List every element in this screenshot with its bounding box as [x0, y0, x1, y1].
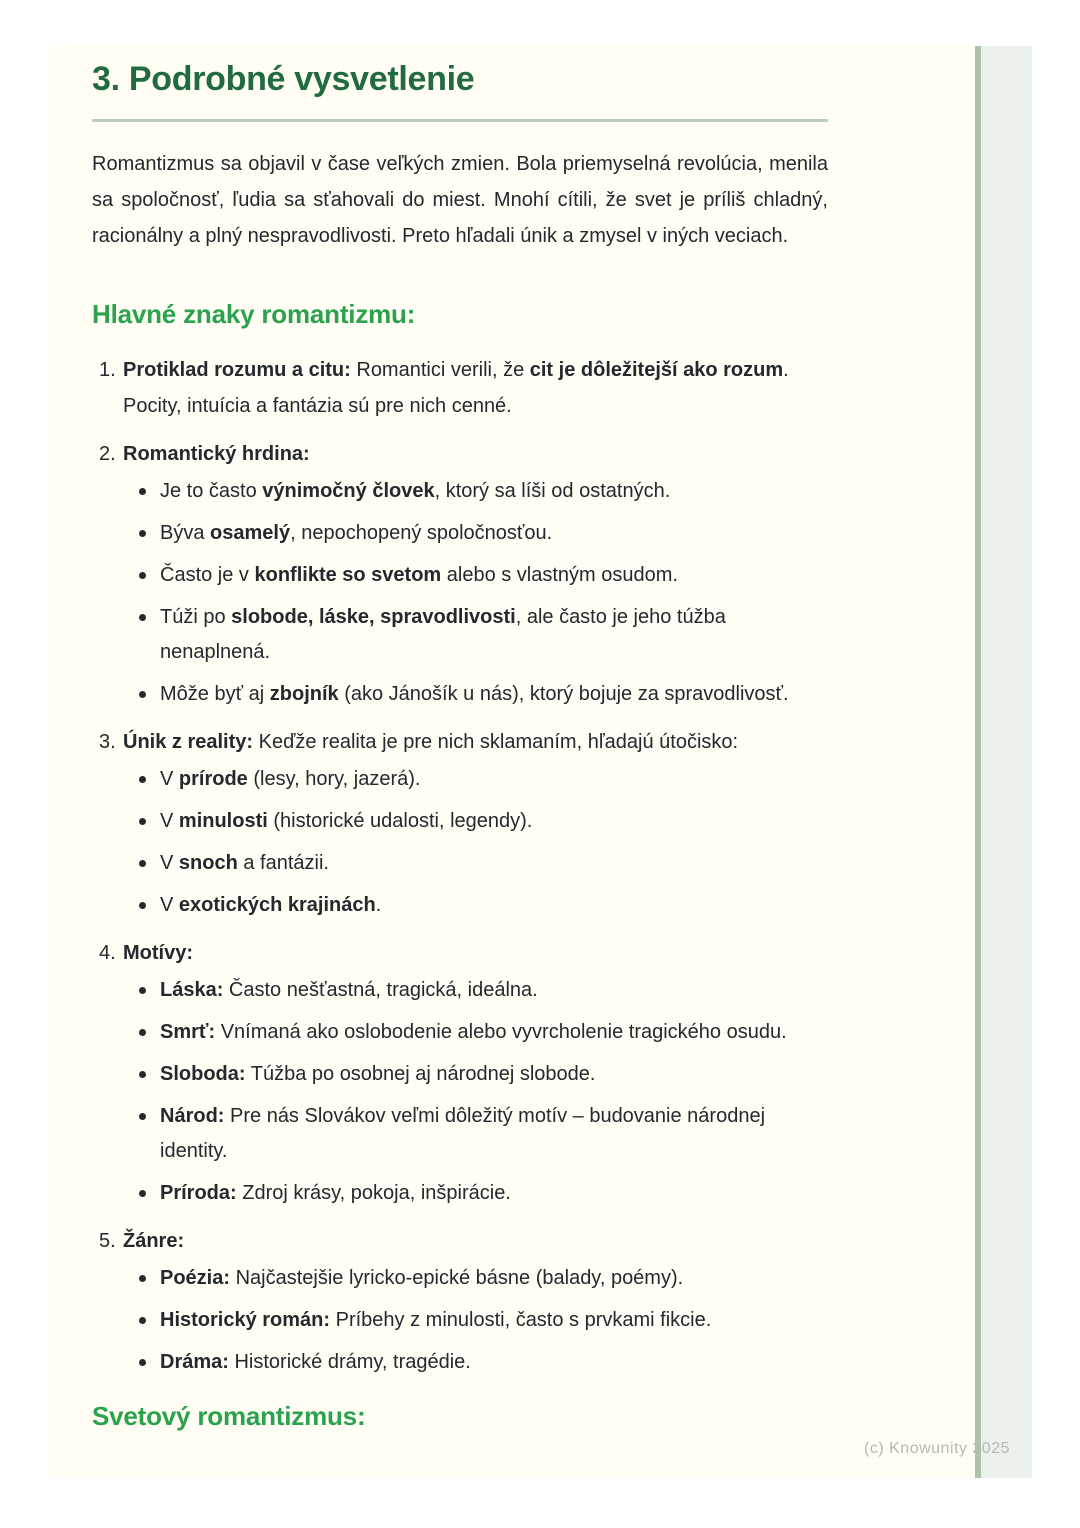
- bullet-text: Túži po slobode, láske, spravodlivosti, ale často je jeho túžba nenaplnená.: [160, 606, 726, 663]
- bullet-dot: [139, 572, 146, 579]
- bullet-text: V snoch a fantázii.: [160, 852, 329, 874]
- bullet-item: [92, 804, 828, 839]
- bullet-dot: [139, 1190, 146, 1197]
- bullet-dot: [139, 860, 146, 867]
- bullet-item: [92, 516, 828, 551]
- bullet-text: Býva osamelý, nepochopený spoločnosťou.: [160, 522, 553, 544]
- bullet-text: Sloboda: Túžba po osobnej aj národnej slobode.: [160, 1063, 596, 1085]
- bullet-list: [92, 474, 828, 712]
- bullet-item: [92, 1099, 828, 1169]
- bullet-dot: [139, 987, 146, 994]
- bullet-text: Príroda: Zdroj krásy, pokoja, inšpirácie.: [160, 1182, 511, 1204]
- bullet-text: V minulosti (historické udalosti, legendy).: [160, 810, 533, 832]
- bullet-item: [92, 846, 828, 881]
- bullet-text: Láska: Často nešťastná, tragická, ideálna.: [160, 979, 538, 1001]
- bullet-list: [92, 1261, 828, 1380]
- bullet-item: [92, 1303, 828, 1338]
- list-item-text: Protiklad rozumu a citu: Romantici verili, že cit je dôležitejší ako rozum. Pocity, intuícia a fantázia sú pre nich cenné.: [123, 359, 789, 417]
- bullet-text: V prírode (lesy, hory, jazerá).: [160, 768, 421, 790]
- bottom-section-heading: Svetový romantizmus:: [92, 1401, 366, 1431]
- list-item-text: Žánre:: [123, 1230, 185, 1252]
- list-item: [92, 352, 828, 424]
- bullet-item: [92, 558, 828, 593]
- list-item-text: Únik z reality: Keďže realita je pre nich sklamaním, hľadajú útočisko:: [123, 731, 739, 753]
- bullet-item: [92, 677, 828, 712]
- list-item: [92, 935, 828, 1211]
- bullet-item: [92, 888, 828, 923]
- document-page: [50, 46, 1032, 1478]
- bullet-item: [92, 600, 828, 670]
- bullet-item: [92, 762, 828, 797]
- bullet-dot: [139, 1359, 146, 1366]
- list-number: 2.: [99, 443, 116, 465]
- list-item-text: Romantický hrdina:: [123, 443, 310, 465]
- bullet-text: Národ: Pre nás Slovákov veľmi dôležitý motív – budovanie národnej identity.: [160, 1105, 766, 1162]
- bullet-list: [92, 973, 828, 1211]
- page-content: [92, 56, 828, 1434]
- bullet-dot: [139, 691, 146, 698]
- page-title: 3. Podrobné vysvetlenie: [92, 60, 475, 98]
- bullet-text: Môže byť aj zbojník (ako Jánošík u nás), ktorý bojuje za spravodlivosť.: [160, 683, 789, 705]
- list-item: [92, 724, 828, 923]
- bullet-dot: [139, 614, 146, 621]
- ordered-list: [92, 352, 828, 1380]
- bullet-item: [92, 1176, 828, 1211]
- bullet-dot: [139, 530, 146, 537]
- list-number: 1.: [99, 359, 116, 381]
- list-item: [92, 436, 828, 712]
- watermark: (c) Knowunity 2025: [864, 1440, 1010, 1457]
- bullet-dot: [139, 902, 146, 909]
- bullet-text: Je to často výnimočný človek, ktorý sa líši od ostatných.: [160, 480, 671, 502]
- bullet-text: Poézia: Najčastejšie lyricko-epické básne (balady, poémy).: [160, 1267, 684, 1289]
- bullet-item: [92, 1057, 828, 1092]
- list-number: 4.: [99, 942, 116, 964]
- bullet-text: V exotických krajinách.: [160, 894, 382, 916]
- bullet-dot: [139, 1275, 146, 1282]
- bullet-dot: [139, 818, 146, 825]
- list-number: 5.: [99, 1230, 116, 1252]
- list-number: 3.: [99, 731, 116, 753]
- bullet-item: [92, 1261, 828, 1296]
- bullet-dot: [139, 1029, 146, 1036]
- bullet-dot: [139, 1071, 146, 1078]
- bullet-text: Historický román: Príbehy z minulosti, často s prvkami fikcie.: [160, 1309, 712, 1331]
- list-item: [92, 1223, 828, 1380]
- section-heading: Hlavné znaky romantizmu:: [92, 299, 416, 329]
- bullet-text: Dráma: Historické drámy, tragédie.: [160, 1351, 471, 1373]
- bullet-text: Smrť: Vnímaná ako oslobodenie alebo vyvrcholenie tragického osudu.: [160, 1021, 787, 1043]
- title-underline: [92, 119, 828, 122]
- bullet-item: [92, 1015, 828, 1050]
- bullet-dot: [139, 1317, 146, 1324]
- list-item-text: Motívy:: [123, 942, 193, 964]
- bullet-dot: [139, 1113, 146, 1120]
- intro-paragraph: Romantizmus sa objavil v čase veľkých zmien. Bola priemyselná revolúcia, menila sa spoločnosť, ľudia sa sťahovali do miest. Mnohí cítili, že svet je príliš chladný, racionálny a plný nespravodlivosti. Preto hľadali únik a zmysel v iných veciach.: [92, 153, 828, 247]
- bullet-list: [92, 762, 828, 923]
- bullet-dot: [139, 776, 146, 783]
- bullet-item: [92, 474, 828, 509]
- bullet-text: Často je v konflikte so svetom alebo s vlastným osudom.: [160, 564, 678, 586]
- bullet-item: [92, 973, 828, 1008]
- bullet-dot: [139, 488, 146, 495]
- page-side-strip: [975, 46, 1032, 1478]
- bullet-item: [92, 1345, 828, 1380]
